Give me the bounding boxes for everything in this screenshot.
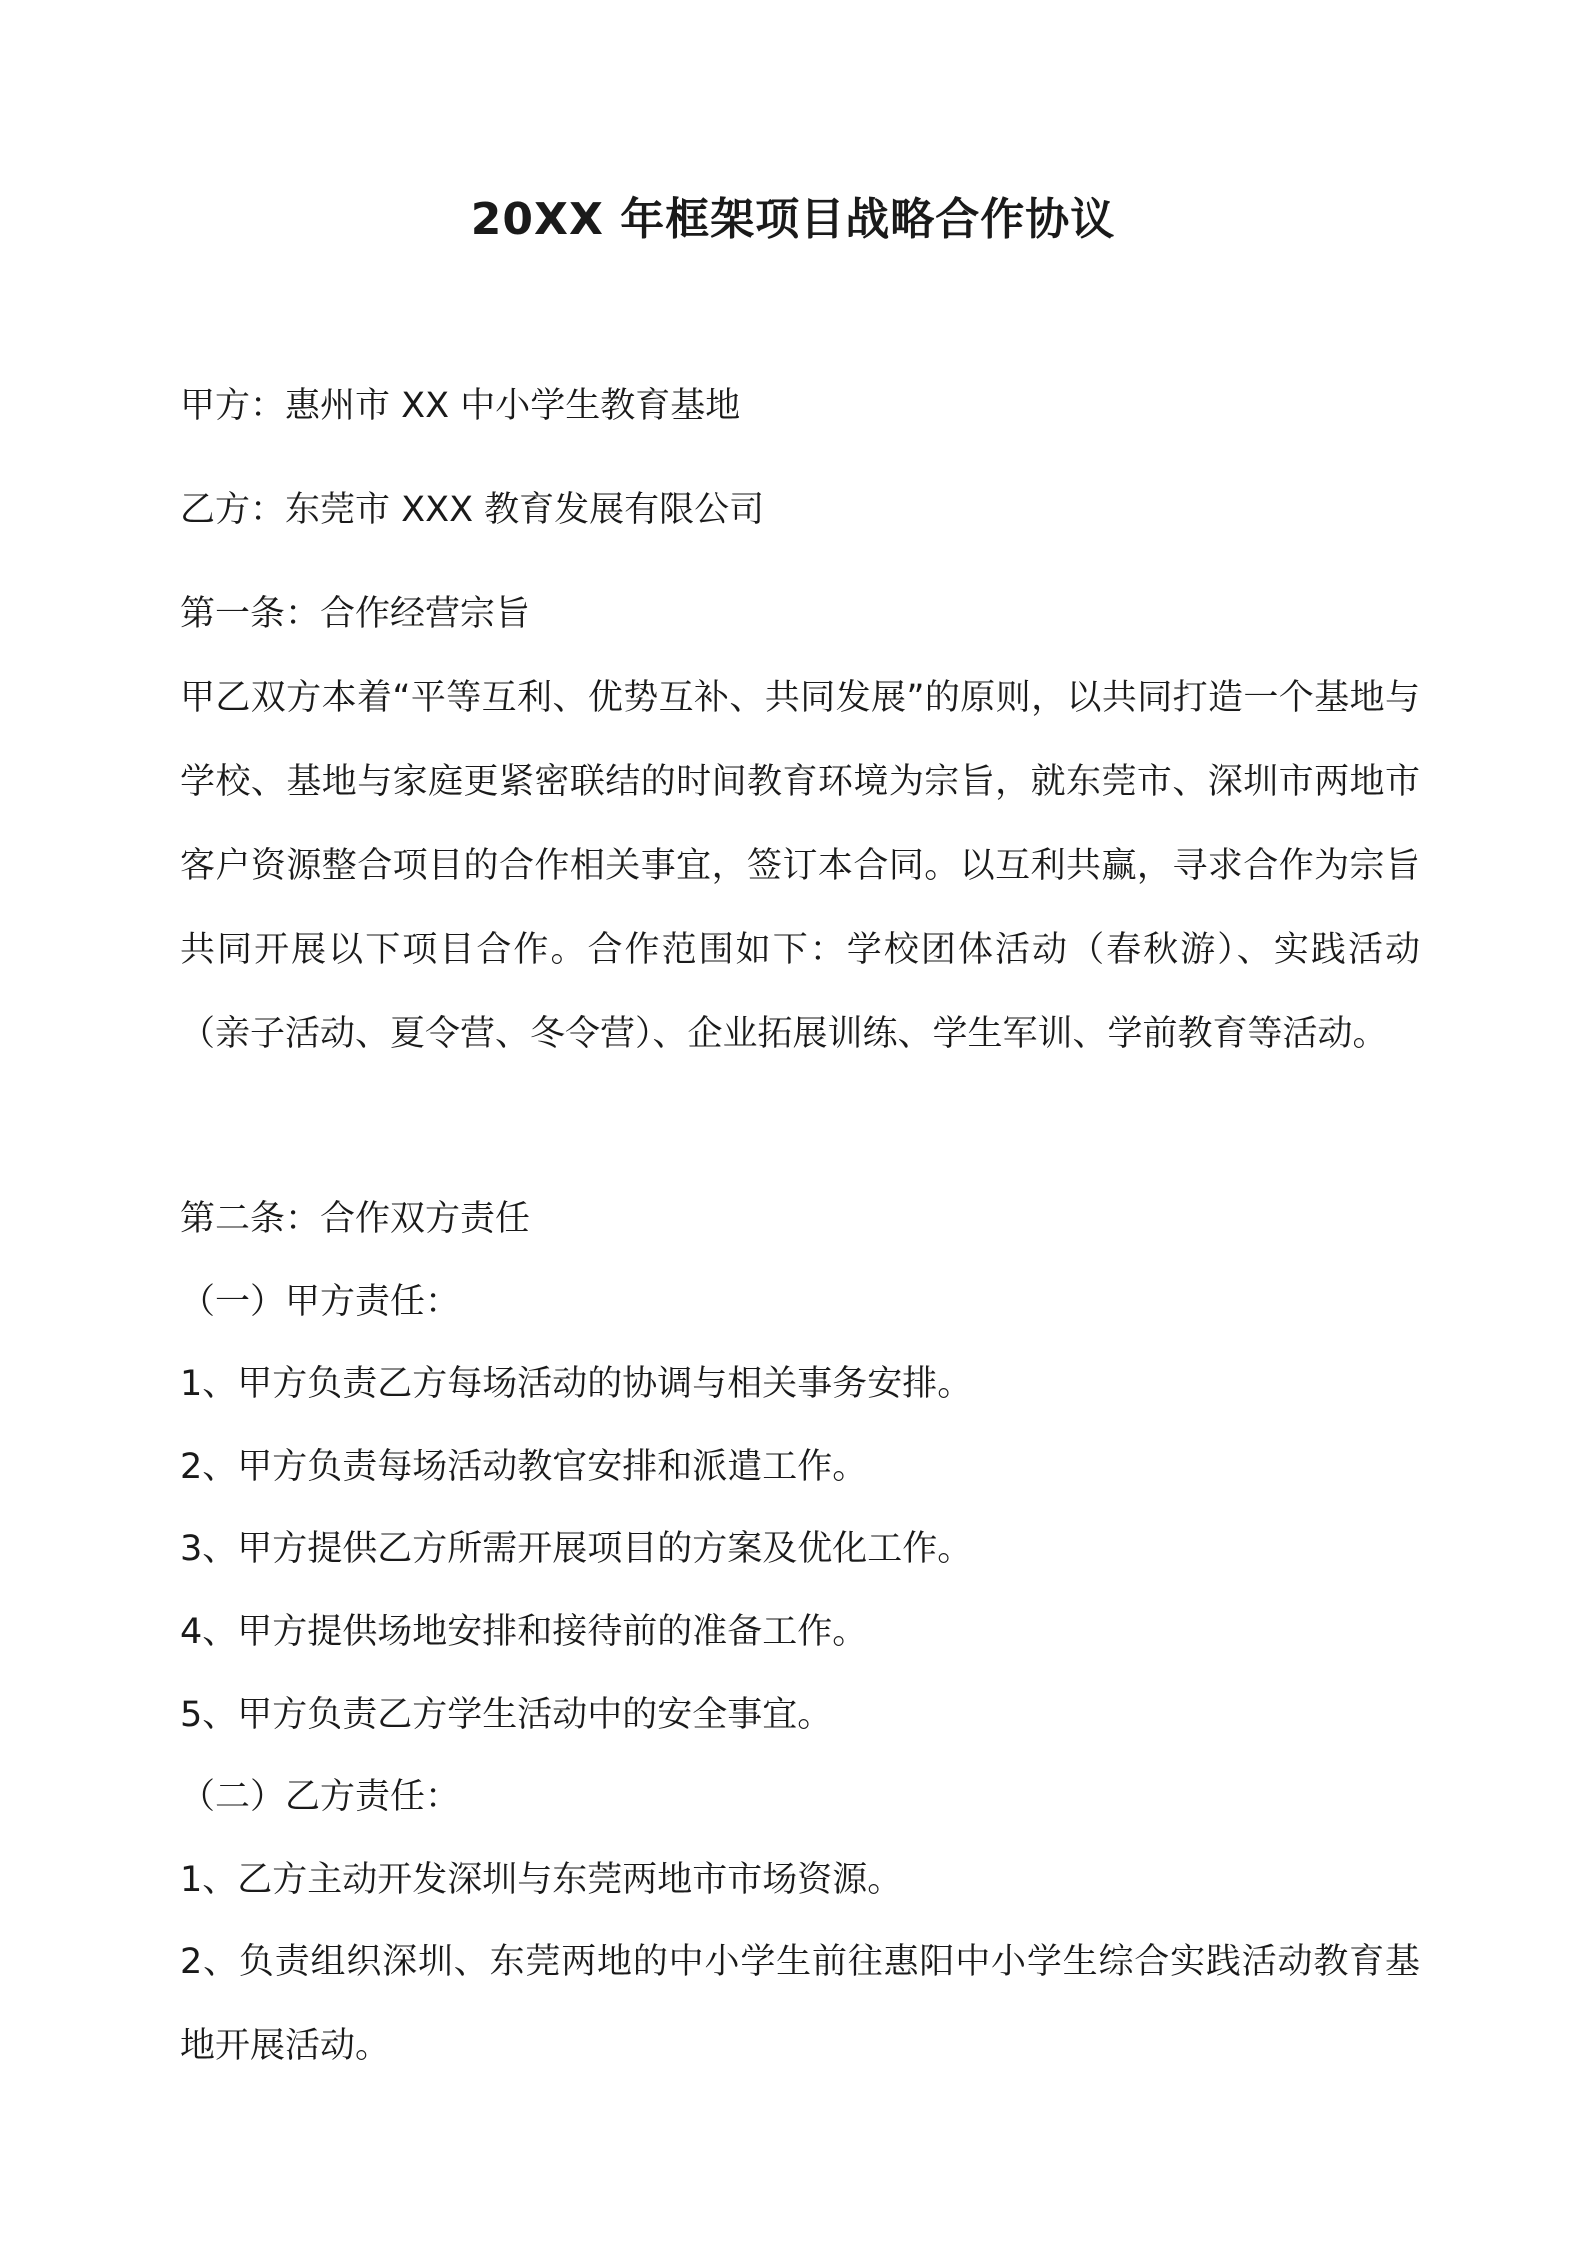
- party-a-item-5: 5、甲方负责乙方学生活动中的安全事宜。: [180, 1695, 833, 1735]
- party-b-line: 乙方：东莞市 XXX 教育发展有限公司: [180, 490, 765, 530]
- article-1-heading: 第一条：合作经营宗旨: [180, 594, 531, 634]
- party-b-item-1: 1、乙方主动开发深圳与东莞两地市市场资源。: [180, 1860, 903, 1900]
- party-b-responsibility-heading: （二）乙方责任：: [180, 1777, 461, 1817]
- article-1-body: 甲乙双方本着“平等互利、优势互补、共同发展”的原则，以共同打造一个基地与学校、基地与家庭更紧密联结的时间教育环境为宗旨，就东莞市、深圳市两地市客户资源整合项目的合作相关事宜，签订本合同。以互利共赢，寻求合作为宗旨共同开展以下项目合作。合作范围如下：学校团体活动（春秋游）、实践活动（亲子活动、夏令营、冬令营）、企业拓展训练、学生军训、学前教育等活动。: [180, 678, 1420, 1054]
- party-a-item-3: 3、甲方提供乙方所需开展项目的方案及优化工作。: [180, 1529, 973, 1569]
- document-title: 20XX 年框架项目战略合作协议: [470, 194, 1116, 245]
- party-a-responsibility-heading: （一）甲方责任：: [180, 1282, 461, 1322]
- party-a-line: 甲方：惠州市 XX 中小学生教育基地: [180, 386, 741, 426]
- party-b-item-2: 2、负责组织深圳、东莞两地的中小学生前往惠阳中小学生综合实践活动教育基地开展活动。: [180, 1942, 1420, 2066]
- party-a-item-2: 2、甲方负责每场活动教官安排和派遣工作。: [180, 1447, 868, 1487]
- party-a-item-4: 4、甲方提供场地安排和接待前的准备工作。: [180, 1612, 868, 1652]
- party-a-item-1: 1、甲方负责乙方每场活动的协调与相关事务安排。: [180, 1364, 973, 1404]
- article-2-heading: 第二条：合作双方责任: [180, 1199, 531, 1239]
